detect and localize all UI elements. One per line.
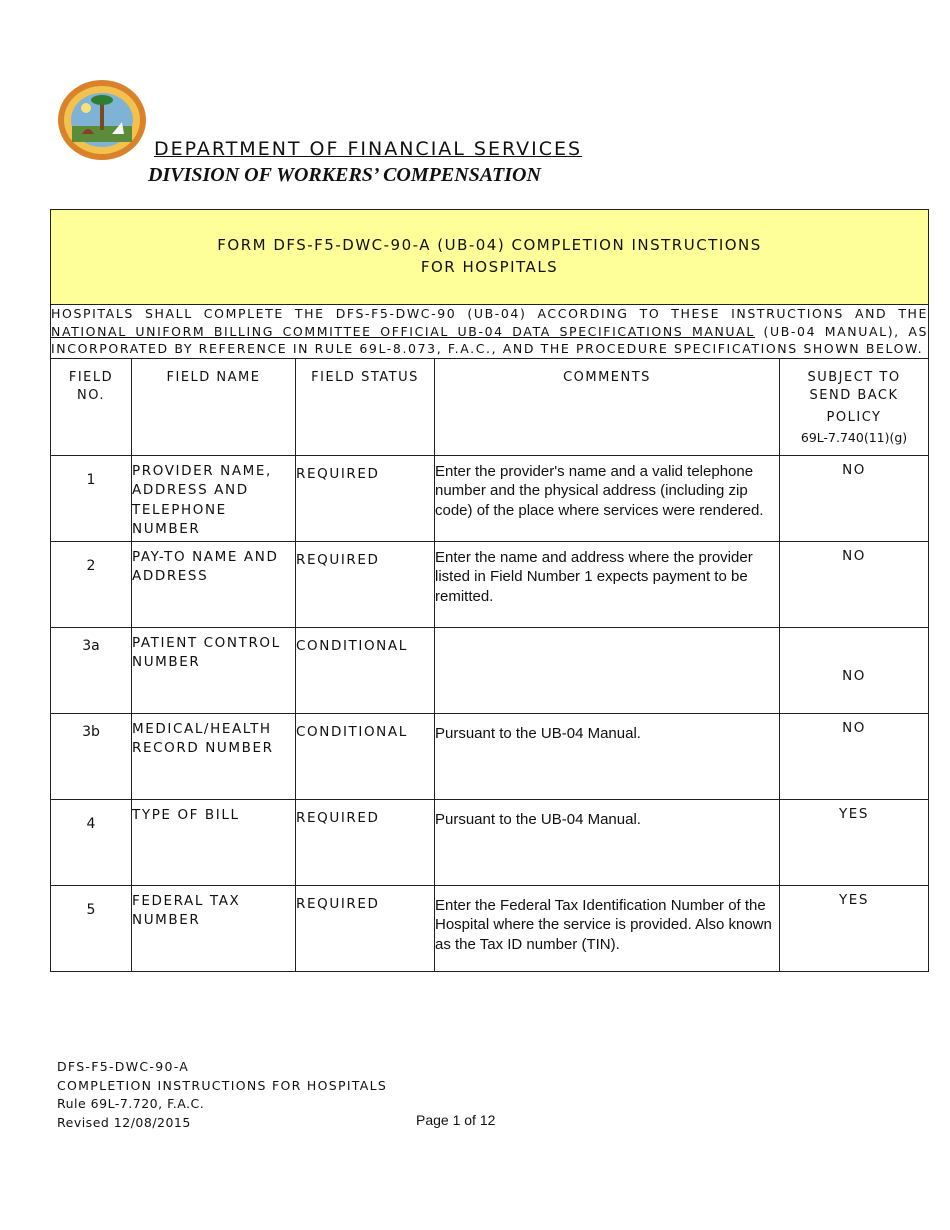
field-name: PROVIDER NAME, ADDRESS AND TELEPHONE NUMBER bbox=[132, 462, 272, 537]
footer-form-id: DFS-F5-DWC-90-A bbox=[57, 1059, 190, 1074]
field-comment: Enter the name and address where the provider listed in Field Number 1 expects payment to be remitted. bbox=[435, 548, 753, 605]
field-name: FEDERAL TAX NUMBER bbox=[132, 892, 241, 928]
field-status: REQUIRED bbox=[296, 465, 380, 482]
field-no: 4 bbox=[86, 815, 96, 832]
table-row bbox=[51, 627, 929, 713]
field-status: REQUIRED bbox=[296, 809, 380, 826]
send-back-value: NO bbox=[842, 719, 866, 736]
header-comments: COMMENTS bbox=[435, 358, 780, 455]
field-no: 5 bbox=[86, 901, 96, 918]
field-comment: Enter the Federal Tax Identification Number of the Hospital where the service is provided. Also known as the Tax ID number (TIN). bbox=[435, 896, 772, 953]
header-field-name: FIELD NAME bbox=[132, 358, 296, 455]
field-no: 3b bbox=[82, 723, 100, 740]
field-comment bbox=[435, 628, 779, 634]
form-title-banner bbox=[51, 210, 929, 305]
division-title: DIVISION OF WORKERS’ COMPENSATION bbox=[148, 164, 541, 186]
field-no: 2 bbox=[86, 557, 96, 574]
completion-instructions-table bbox=[50, 209, 929, 972]
field-name: PAY-TO NAME AND ADDRESS bbox=[132, 548, 279, 584]
ub04-manual-reference: NATIONAL UNIFORM BILLING COMMITTEE OFFICIAL UB-04 DATA SPECIFICATIONS MANUAL bbox=[51, 323, 755, 339]
intro-text-after: (UB-04 MANUAL), AS INCORPORATED BY REFERENCE IN RULE 69L-8.073, F.A.C., AND THE PROCEDURE SPECIFICATIONS SHOWN BELOW. bbox=[51, 323, 929, 356]
send-back-value: NO bbox=[842, 547, 866, 564]
document-footer bbox=[57, 1058, 387, 1132]
department-title: DEPARTMENT OF FINANCIAL SERVICES bbox=[154, 138, 583, 160]
header-field-no: FIELD NO. bbox=[51, 358, 132, 455]
intro-paragraph bbox=[51, 305, 929, 359]
form-title-line1: FORM DFS-F5-DWC-90-A (UB-04) COMPLETION INSTRUCTIONS bbox=[217, 236, 762, 254]
field-status: REQUIRED bbox=[296, 895, 380, 912]
send-back-value: YES bbox=[838, 891, 870, 908]
table-row bbox=[51, 885, 929, 971]
field-comment: Enter the provider's name and a valid telephone number and the physical address (including zip code) of the place where services were rendered. bbox=[435, 462, 764, 519]
field-comment: Pursuant to the UB-04 Manual. bbox=[435, 810, 641, 828]
table-row bbox=[51, 799, 929, 885]
form-title-line2: FOR HOSPITALS bbox=[420, 258, 559, 276]
table-row bbox=[51, 455, 929, 541]
send-back-value: YES bbox=[838, 805, 870, 822]
field-no: 1 bbox=[86, 471, 96, 488]
florida-state-seal-icon bbox=[56, 78, 148, 162]
header-send-back-policy: SUBJECT TO SEND BACK POLICY 69L-7.740(11)(g) bbox=[780, 358, 929, 455]
table-row bbox=[51, 541, 929, 627]
field-status: CONDITIONAL bbox=[296, 723, 408, 740]
intro-text-before: HOSPITALS SHALL COMPLETE THE DFS-F5-DWC-90 (UB-04) ACCORDING TO THESE INSTRUCTIONS AND THE bbox=[51, 306, 929, 321]
field-no: 3a bbox=[82, 637, 100, 654]
field-name: MEDICAL/HEALTH RECORD NUMBER bbox=[132, 720, 274, 756]
table-row bbox=[51, 713, 929, 799]
field-comment: Pursuant to the UB-04 Manual. bbox=[435, 724, 641, 742]
header-field-status: FIELD STATUS bbox=[296, 358, 435, 455]
field-name: TYPE OF BILL bbox=[132, 806, 240, 823]
footer-revised: Revised 12/08/2015 bbox=[57, 1114, 191, 1130]
footer-doc-title: COMPLETION INSTRUCTIONS FOR HOSPITALS bbox=[57, 1077, 388, 1093]
field-status: CONDITIONAL bbox=[296, 637, 408, 654]
field-status: REQUIRED bbox=[296, 551, 380, 568]
field-name: PATIENT CONTROL NUMBER bbox=[132, 634, 281, 670]
send-back-value: NO bbox=[842, 667, 866, 684]
send-back-value: NO bbox=[842, 461, 866, 478]
footer-rule: Rule 69L-7.720, F.A.C. bbox=[57, 1096, 205, 1111]
page-number: Page 1 of 12 bbox=[416, 1112, 496, 1128]
